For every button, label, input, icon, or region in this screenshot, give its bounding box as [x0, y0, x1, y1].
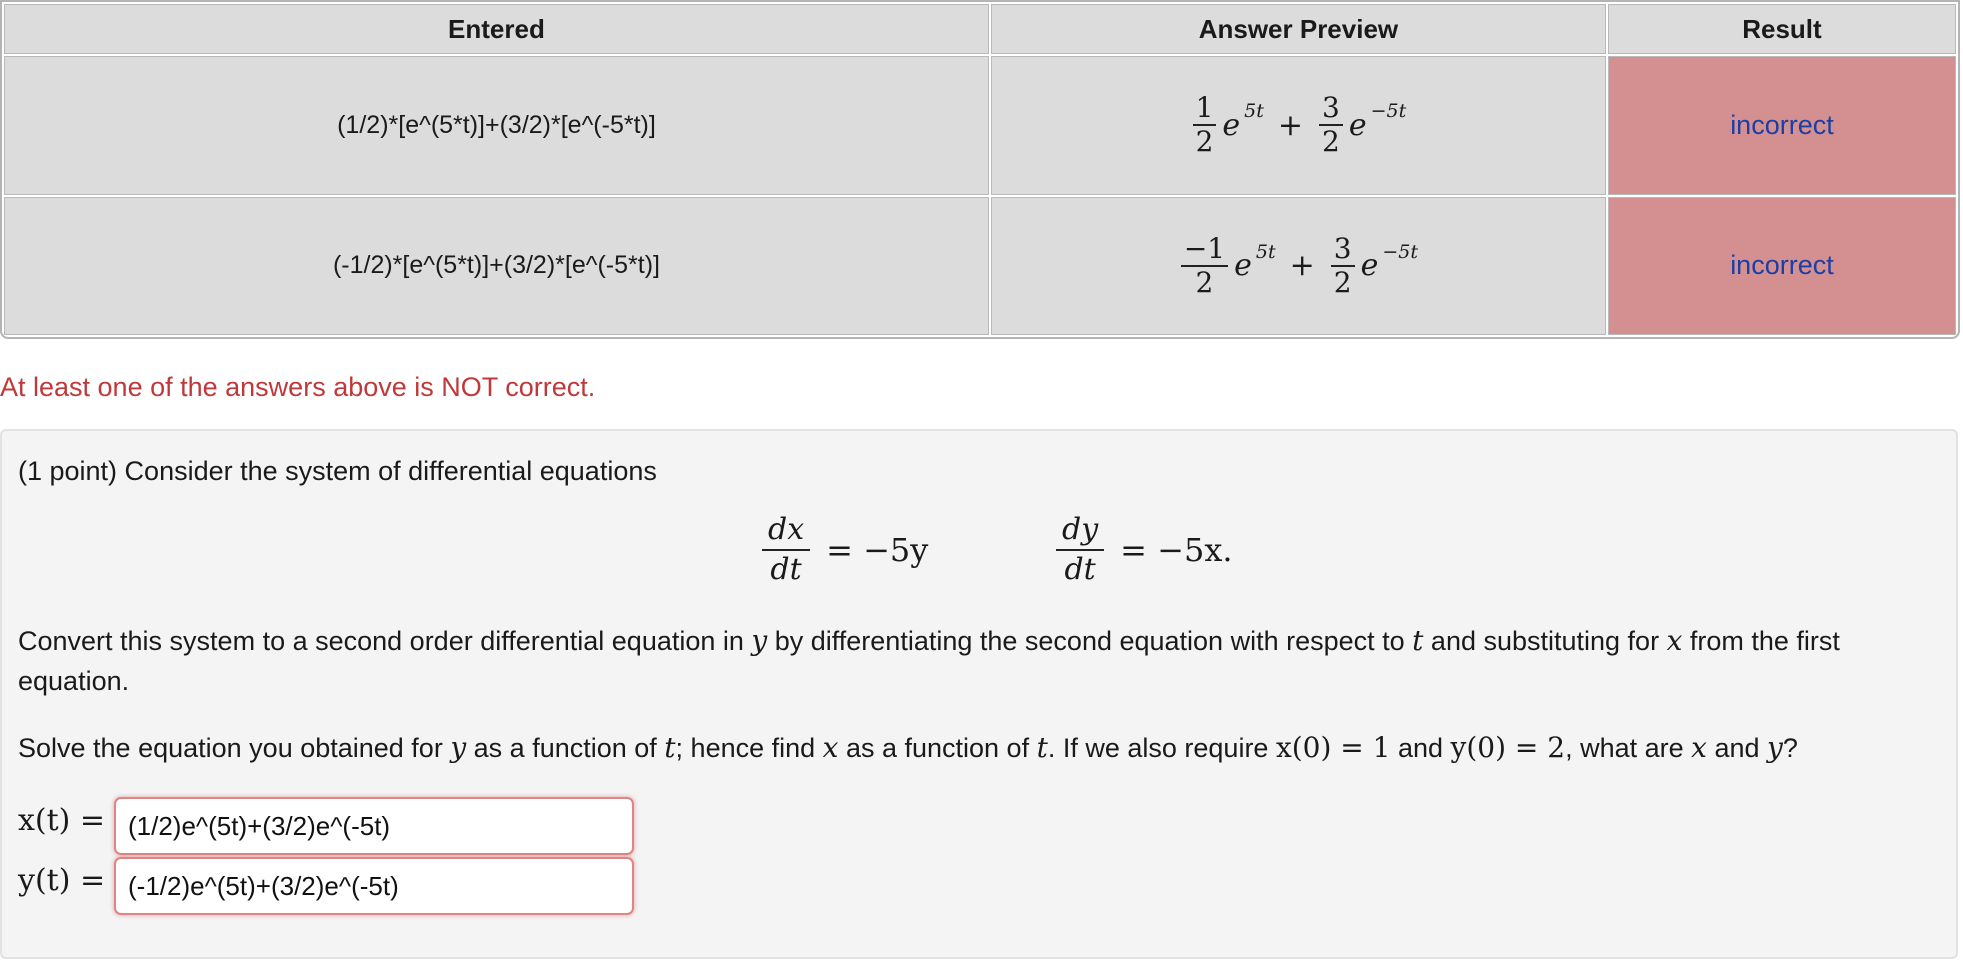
equation-dy-dt: $\frac{dy}{dt}$ = −5x. — [1054, 511, 1233, 589]
problem-intro: (1 point) Consider the system of differential equations — [18, 456, 657, 486]
fraction: $\frac{1}{2}$ — [1193, 92, 1217, 158]
math-preview: $\frac{1}{2}$ e $^{5t}$ + $\frac{3}{2}$ e $^{-5t}$ — [1191, 92, 1407, 158]
result-cell — [1608, 56, 1956, 195]
result-incorrect-link[interactable]: incorrect — [1730, 109, 1834, 140]
entered-cell: (-1/2)*[e^(5*t)]+(3/2)*[e^(-5*t)] — [4, 197, 989, 336]
header-answer-preview: Answer Preview — [991, 4, 1606, 54]
x-answer-label: x(t) = — [18, 803, 106, 838]
header-result: Result — [1608, 4, 1956, 54]
result-incorrect-link[interactable]: incorrect — [1730, 250, 1834, 281]
preview-cell — [991, 197, 1606, 336]
result-cell — [1608, 197, 1956, 336]
fraction: $\frac{-1}{2}$ — [1181, 233, 1228, 299]
warning-message: At least one of the answers above is NOT correct. — [0, 372, 596, 402]
table-row — [4, 56, 1956, 195]
entered-cell: (1/2)*[e^(5*t)]+(3/2)*[e^(-5*t)] — [4, 56, 989, 195]
problem-box — [0, 429, 1958, 959]
y-answer-input[interactable] — [114, 857, 634, 915]
math-preview: $\frac{-1}{2}$ e $^{5t}$ + $\frac{3}{2}$ e $^{-5t}$ — [1179, 233, 1418, 299]
y-answer-label: y(t) = — [18, 863, 106, 898]
preview-cell — [991, 56, 1606, 195]
x-answer-input[interactable] — [114, 797, 634, 855]
equation-dx-dt: $\frac{dx}{dt}$ = −5y — [760, 511, 928, 589]
fraction: $\frac{3}{2}$ — [1319, 92, 1343, 158]
table-row — [4, 197, 1956, 336]
results-table — [0, 0, 1960, 339]
instructions-solve: Solve the equation you obtained for y as a function of t; hence find x as a function of t. If we also require x(0) = 1 and y(0) = 2, what are x and y? — [18, 731, 1798, 764]
fraction: $\frac{dy}{dt}$ — [1056, 511, 1104, 589]
header-entered: Entered — [4, 4, 989, 54]
fraction: $\frac{3}{2}$ — [1331, 233, 1355, 299]
instructions-convert: Convert this system to a second order differential equation in y by differentiating the second equation with respect to t and substituting for x from the first equation. — [18, 624, 1840, 696]
results-header-row — [4, 4, 1956, 54]
fraction: $\frac{dx}{dt}$ — [762, 511, 810, 589]
